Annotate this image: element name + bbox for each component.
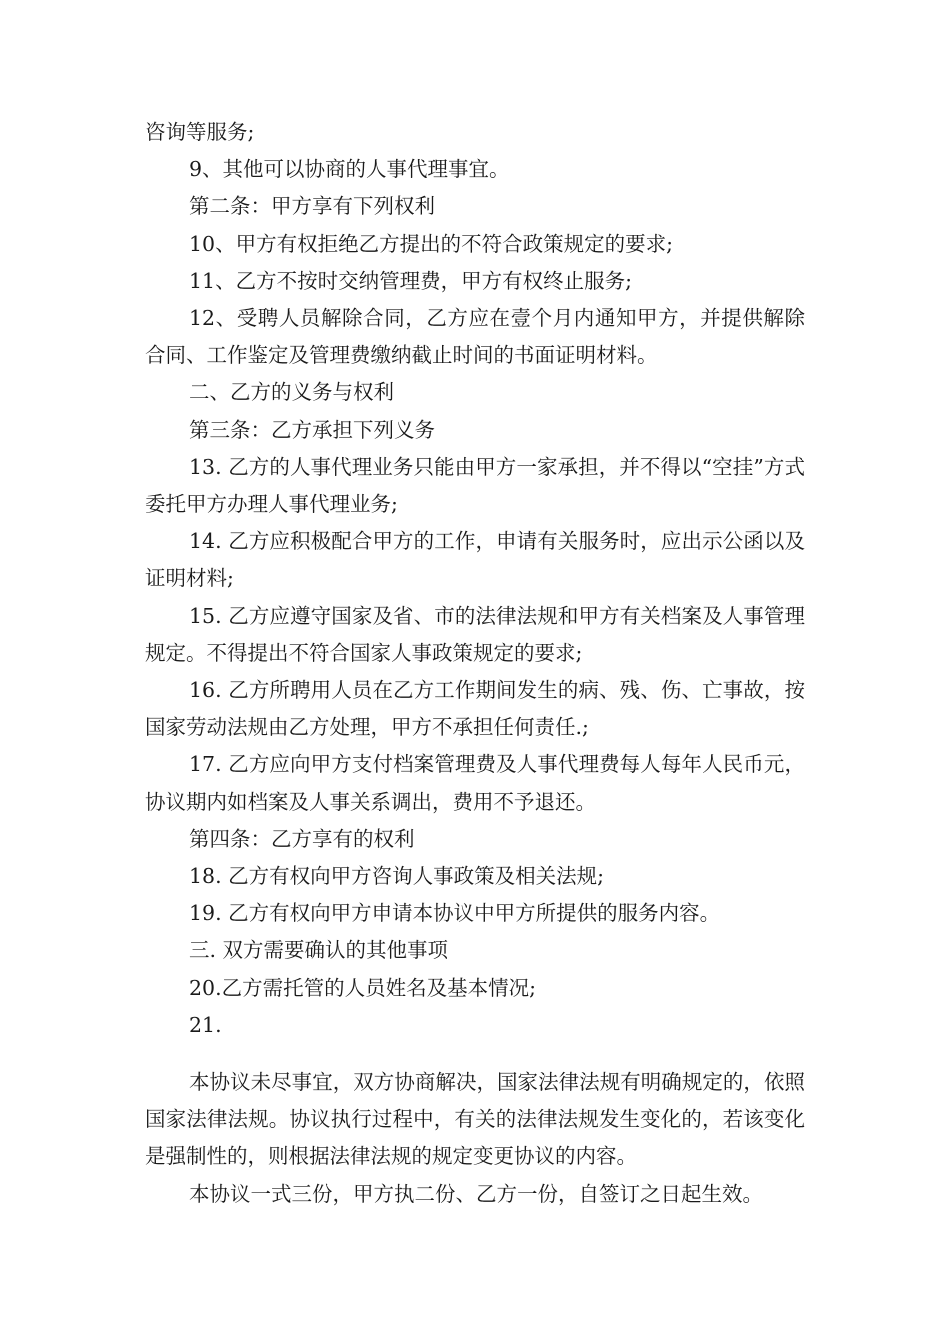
paragraph-item-21: 21. xyxy=(189,1012,222,1037)
section-heading-other-matters: 三. 双方需要确认的其他事项 xyxy=(189,938,449,963)
section-heading-article-4: 第四条：乙方享有的权利 xyxy=(189,826,415,851)
paragraph-item-11: 11、乙方不按时交纳管理费，甲方有权终止服务; xyxy=(189,268,632,293)
paragraph-unresolved-matters: 本协议未尽事宜，双方协商解决，国家法律法规有明确规定的，依照国家法律法规。协议执行过程中，有关的法律法规发生变化的，若该变化是强制性的，则根据法律法规的规定变更协议的内容。 xyxy=(145,1070,805,1169)
paragraph-item-10: 10、甲方有权拒绝乙方提出的不符合政策规定的要求; xyxy=(189,231,673,256)
paragraph-item-20: 20.乙方需托管的人员姓名及基本情况; xyxy=(189,975,537,1000)
paragraph-item-15: 15. 乙方应遵守国家及省、市的法律法规和甲方有关档案及人事管理规定。不得提出不符合国家人事政策规定的要求; xyxy=(145,603,805,665)
paragraph-copies-effective: 本协议一式三份，甲方执二份、乙方一份，自签订之日起生效。 xyxy=(189,1181,763,1206)
paragraph-item-14: 14. 乙方应积极配合甲方的工作，申请有关服务时，应出示公函以及证明材料; xyxy=(145,529,805,591)
paragraph-item-17: 17. 乙方应向甲方支付档案管理费及人事代理费每人每年人民币元，协议期内如档案及人事关系调出，费用不予退还。 xyxy=(145,752,805,814)
paragraph-item-19: 19. 乙方有权向甲方申请本协议中甲方所提供的服务内容。 xyxy=(189,901,721,926)
paragraph-item-18: 18. 乙方有权向甲方咨询人事政策及相关法规; xyxy=(189,864,605,889)
paragraph-item-9: 9、其他可以协商的人事代理事宜。 xyxy=(189,157,510,182)
paragraph-item-16: 16. 乙方所聘用人员在乙方工作期间发生的病、残、伤、亡事故，按国家劳动法规由乙方处理，甲方不承担任何责任.; xyxy=(145,678,805,740)
paragraph-item-12: 12、受聘人员解除合同，乙方应在壹个月内通知甲方，并提供解除合同、工作鉴定及管理费缴纳截止时间的书面证明材料。 xyxy=(145,306,805,368)
section-heading-party-b: 二、乙方的义务与权利 xyxy=(189,380,394,405)
paragraph-continuation: 咨询等服务; xyxy=(145,120,255,144)
section-heading-article-2: 第二条：甲方享有下列权利 xyxy=(189,194,435,219)
paragraph-item-13: 13. 乙方的人事代理业务只能由甲方一家承担，并不得以“空挂”方式委托甲方办理人事代理业务; xyxy=(145,454,805,517)
paragraph-spacer xyxy=(145,1044,805,1064)
document-body xyxy=(145,114,805,1213)
section-heading-article-3: 第三条：乙方承担下列义务 xyxy=(189,417,435,442)
